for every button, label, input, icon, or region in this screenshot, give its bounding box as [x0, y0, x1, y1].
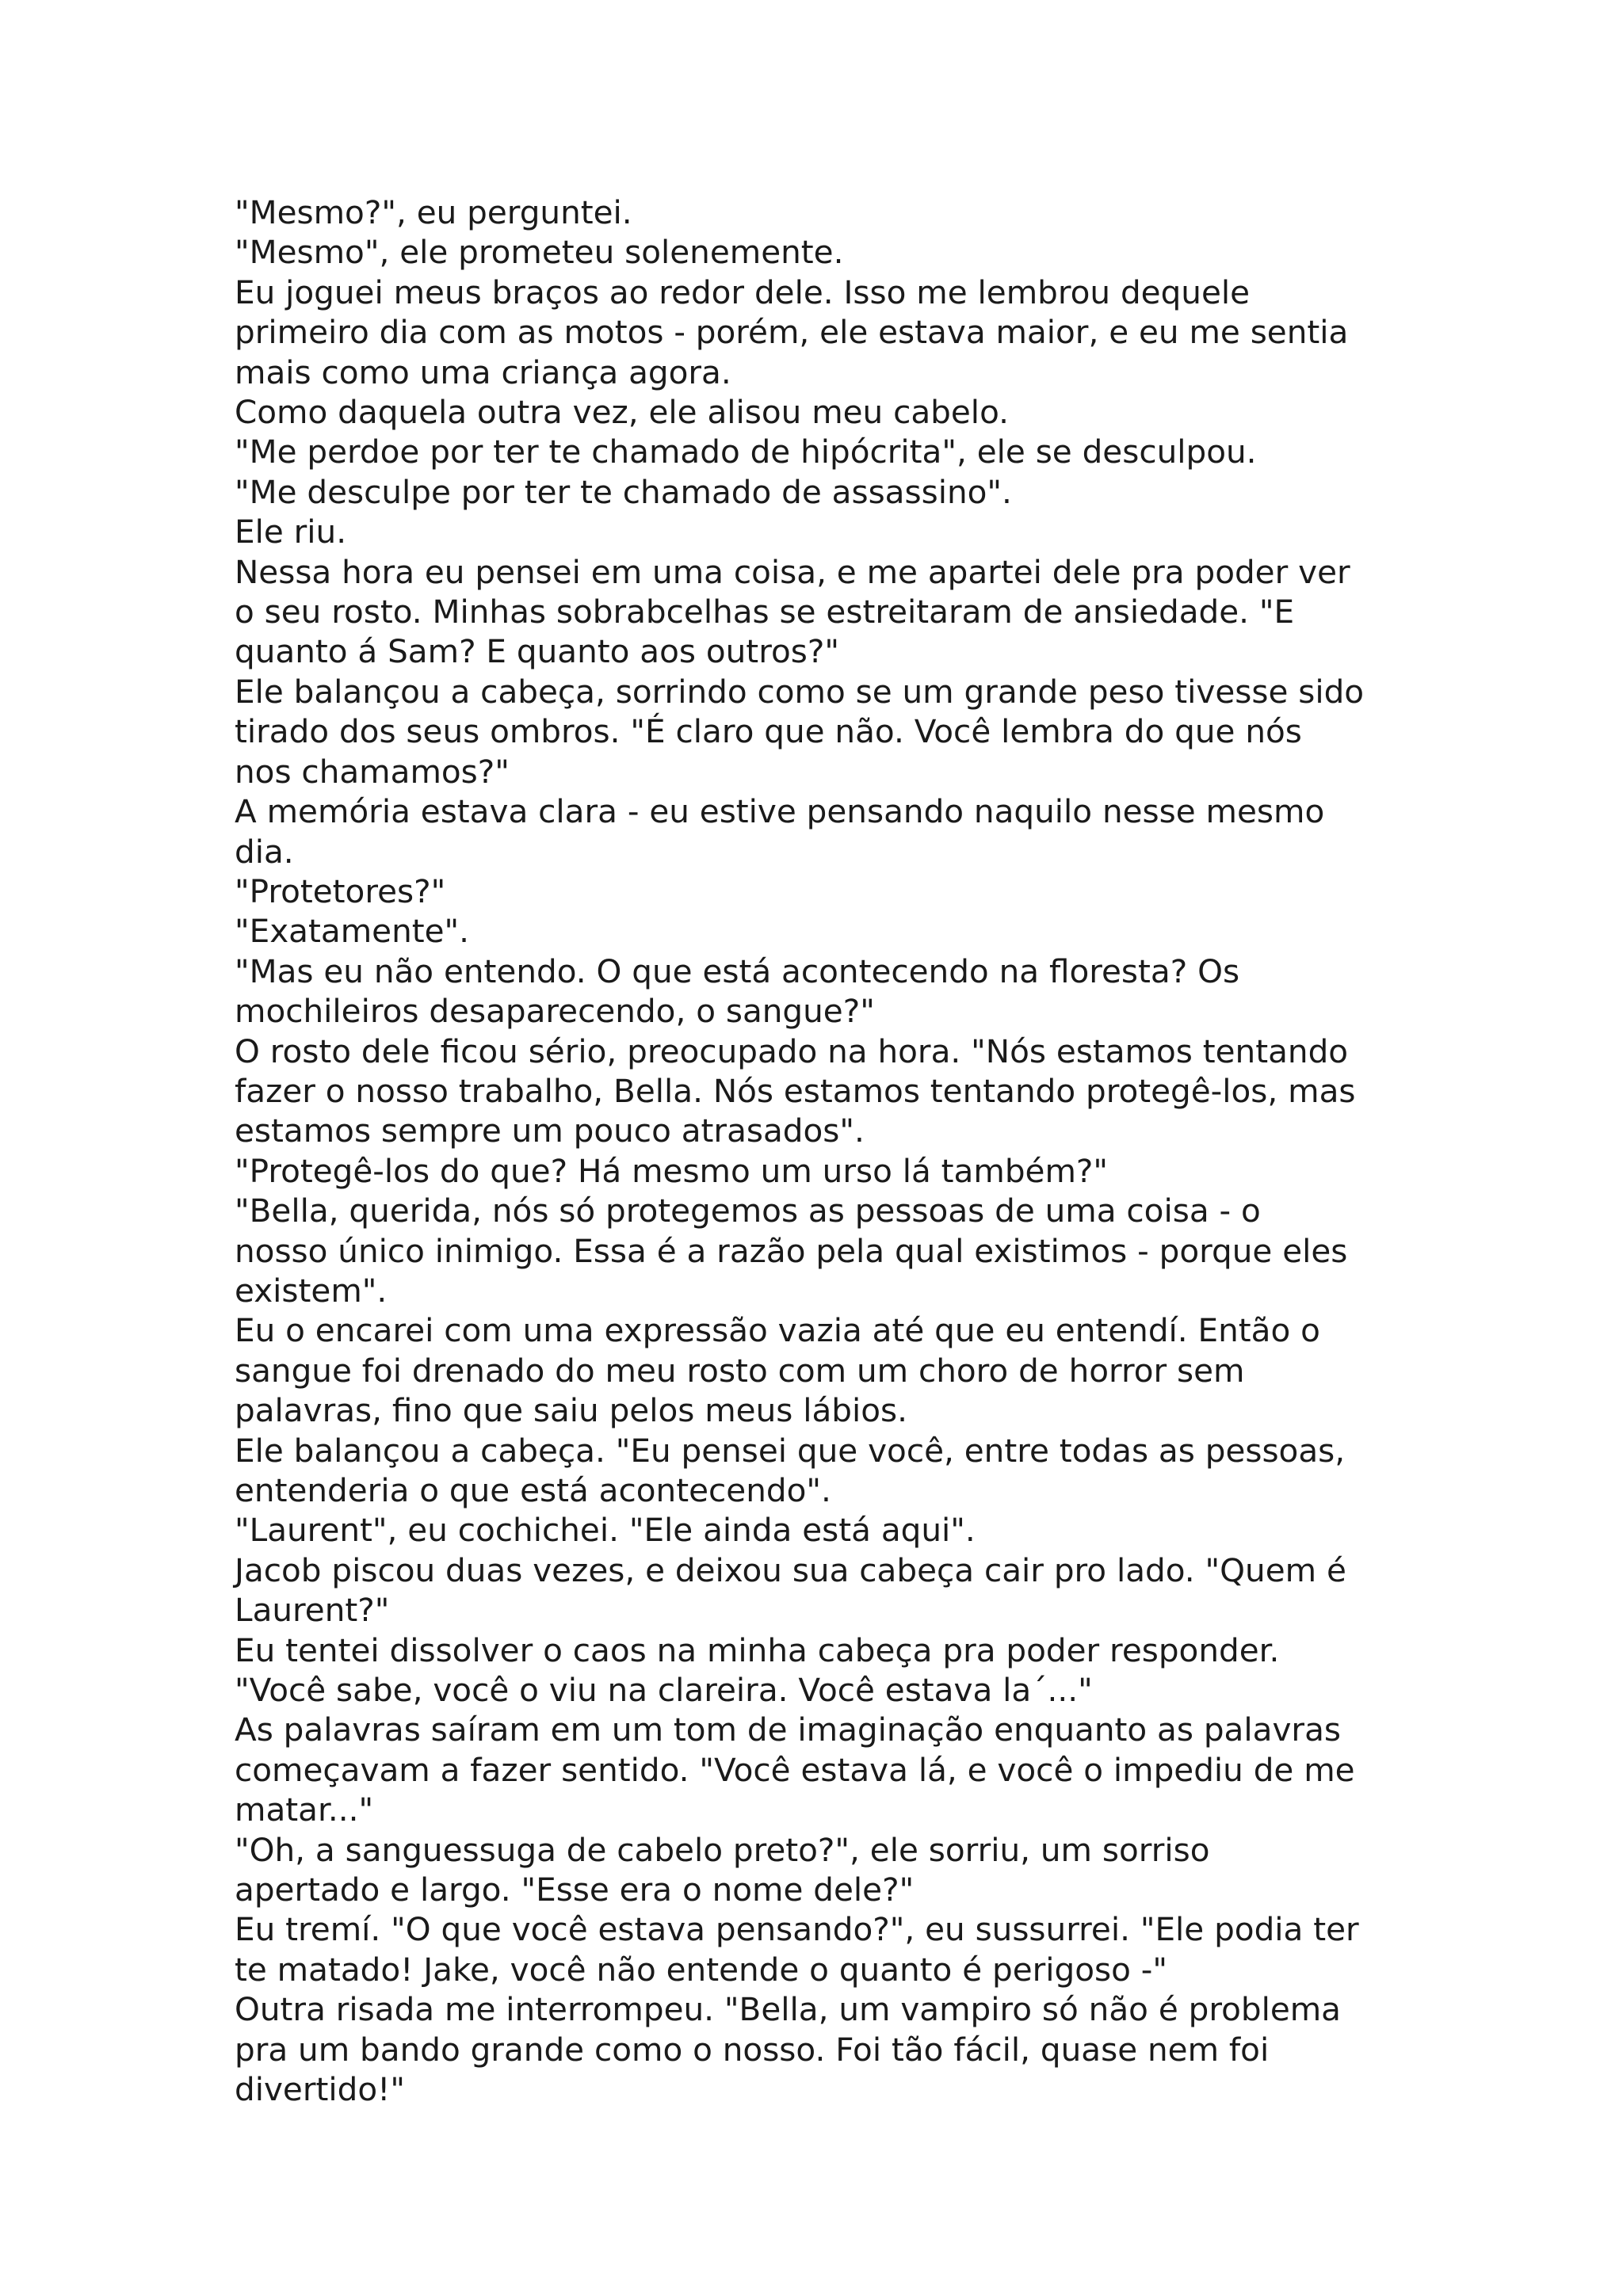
text-line: apertado e largo. "Esse era o nome dele?" [235, 1871, 915, 1909]
text-line: mais como uma criança agora. [235, 353, 731, 391]
text-line: "Bella, querida, nós só protegemos as pessoas de uma coisa - o [235, 1192, 1261, 1230]
text-line: tirado dos seus ombros. "É claro que não. Você lembra do que nós [235, 712, 1302, 751]
text-line: Eu tremí. "O que você estava pensando?", eu sussurrei. "Ele podia ter [235, 1910, 1359, 1949]
text-line: "Me desculpe por ter te chamado de assassino". [235, 472, 1012, 511]
text-line: "Protegê-los do que? Há mesmo um urso lá também?" [235, 1151, 1109, 1190]
text-line: palavras, fino que saiu pelos meus lábios. [235, 1391, 908, 1430]
text-line: Nessa hora eu pensei em uma coisa, e me apartei dele pra poder ver [235, 552, 1350, 591]
text-line: primeiro dia com as motos - porém, ele estava maior, e eu me sentia [235, 313, 1349, 352]
text-line: A memória estava clara - eu estive pensando naquilo nesse mesmo [235, 792, 1325, 831]
body-text [235, 193, 1423, 2110]
text-line: Ele riu. [235, 513, 347, 551]
text-line: Eu o encarei com uma expressão vazia até que eu entendí. Então o [235, 1311, 1320, 1350]
text-line: pra um bando grande como o nosso. Foi tão fácil, quase nem foi [235, 2030, 1270, 2069]
text-line: te matado! Jake, você não entende o quanto é perigoso -" [235, 1950, 1168, 1989]
text-line: estamos sempre um pouco atrasados". [235, 1112, 865, 1150]
text-line: Eu joguei meus braços ao redor dele. Isso me lembrou dequele [235, 273, 1251, 311]
text-line: começavam a fazer sentido. "Você estava lá, e você o impediu de me [235, 1750, 1355, 1789]
text-line: quanto á Sam? E quanto aos outros?" [235, 632, 839, 671]
text-line: "Mesmo?", eu perguntei. [235, 193, 632, 231]
text-line: existem". [235, 1271, 388, 1310]
text-line: matar..." [235, 1791, 374, 1829]
text-line: "Mesmo", ele prometeu solenemente. [235, 233, 844, 272]
text-line: "Você sabe, você o viu na clareira. Você estava la´..." [235, 1671, 1093, 1710]
text-line: fazer o nosso trabalho, Bella. Nós estamos tentando protegê-los, mas [235, 1071, 1356, 1110]
text-line: Jacob piscou duas vezes, e deixou sua cabeça cair pro lado. "Quem é [235, 1550, 1346, 1589]
text-line: divertido!" [235, 2070, 405, 2109]
text-line: mochileiros desaparecendo, o sangue?" [235, 992, 875, 1031]
text-line: "Exatamente". [235, 912, 470, 951]
text-line: dia. [235, 832, 294, 871]
text-line: As palavras saíram em um tom de imaginação enquanto as palavras [235, 1711, 1341, 1749]
text-line: nosso único inimigo. Essa é a razão pela qual existimos - porque eles [235, 1231, 1348, 1270]
text-line: O rosto dele ficou sério, preocupado na hora. "Nós estamos tentando [235, 1032, 1349, 1070]
text-line: "Laurent", eu cochichei. "Ele ainda está aqui". [235, 1511, 976, 1550]
text-line: sangue foi drenado do meu rosto com um choro de horror sem [235, 1351, 1245, 1390]
text-line: Ele balançou a cabeça. "Eu pensei que você, entre todas as pessoas, [235, 1431, 1346, 1470]
text-line: Laurent?" [235, 1591, 390, 1630]
text-line: Outra risada me interrompeu. "Bella, um vampiro só não é problema [235, 1990, 1342, 2029]
text-line: Como daquela outra vez, ele alisou meu cabelo. [235, 393, 1010, 432]
text-line: "Me perdoe por ter te chamado de hipócrita", ele se desculpou. [235, 433, 1257, 471]
text-line: Eu tentei dissolver o caos na minha cabeça pra poder responder. [235, 1630, 1280, 1669]
text-line: entenderia o que está acontecendo". [235, 1471, 831, 1509]
text-line: o seu rosto. Minhas sobrabcelhas se estreitaram de ansiedade. "E [235, 593, 1295, 631]
text-line: "Mas eu não entendo. O que está acontecendo na floresta? Os [235, 952, 1240, 990]
text-line: "Oh, a sanguessuga de cabelo preto?", ele sorriu, um sorriso [235, 1830, 1210, 1869]
text-line: Ele balançou a cabeça, sorrindo como se um grande peso tivesse sido [235, 672, 1365, 711]
text-line: "Protetores?" [235, 871, 446, 910]
text-line: nos chamamos?" [235, 752, 510, 791]
